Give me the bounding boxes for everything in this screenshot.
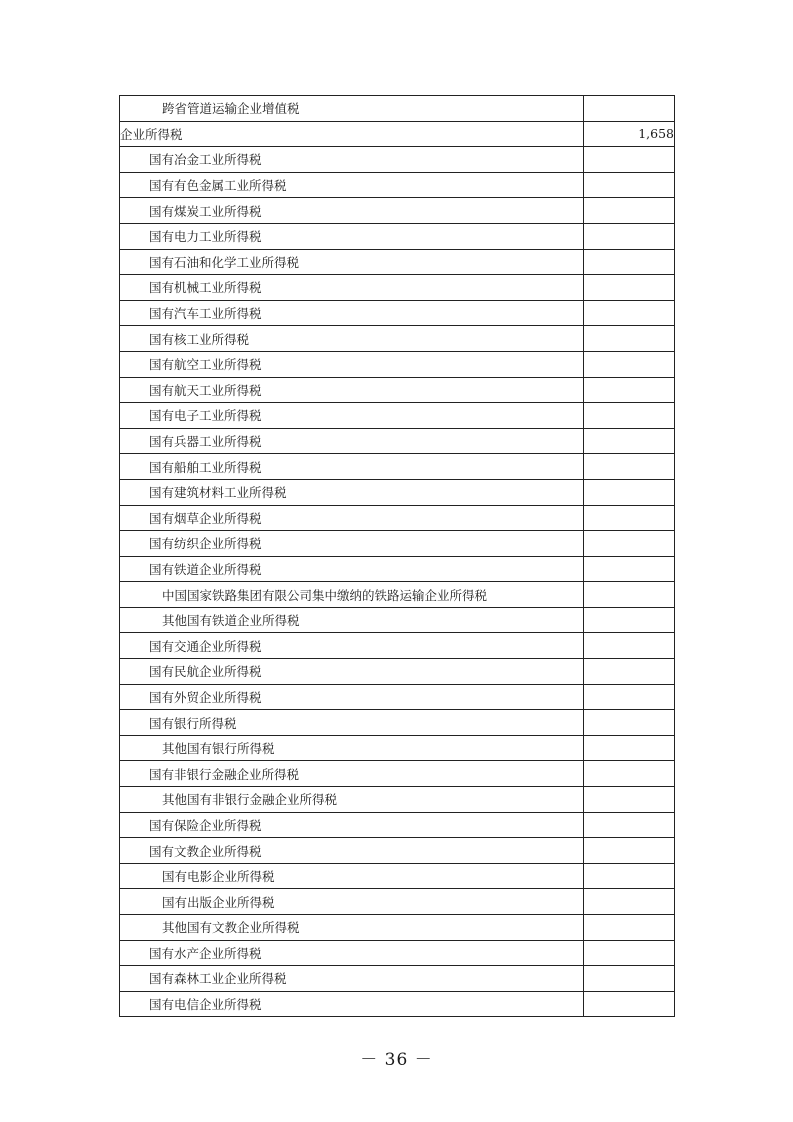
tax-item-name: 国有非银行金融企业所得税 bbox=[120, 761, 584, 787]
table-row bbox=[120, 582, 675, 608]
tax-item-name: 国有机械工业所得税 bbox=[120, 275, 584, 301]
tax-item-value bbox=[584, 96, 675, 122]
table-row bbox=[120, 428, 675, 454]
table-row bbox=[120, 812, 675, 838]
tax-item-value bbox=[584, 198, 675, 224]
tax-item-value bbox=[584, 223, 675, 249]
table-row bbox=[120, 684, 675, 710]
tax-item-name: 其他国有非银行金融企业所得税 bbox=[120, 787, 584, 813]
table-row bbox=[120, 479, 675, 505]
table-row bbox=[120, 198, 675, 224]
tax-item-value bbox=[584, 991, 675, 1017]
tax-item-value bbox=[584, 863, 675, 889]
tax-item-value bbox=[584, 505, 675, 531]
table-row bbox=[120, 377, 675, 403]
tax-item-name: 国有兵器工业所得税 bbox=[120, 428, 584, 454]
tax-item-value bbox=[584, 403, 675, 429]
tax-item-name: 中国国家铁路集团有限公司集中缴纳的铁路运输企业所得税 bbox=[120, 582, 584, 608]
table-row bbox=[120, 403, 675, 429]
tax-item-name: 国有航天工业所得税 bbox=[120, 377, 584, 403]
tax-item-name: 其他国有银行所得税 bbox=[120, 735, 584, 761]
tax-item-value bbox=[584, 710, 675, 736]
tax-item-name: 国有民航企业所得税 bbox=[120, 659, 584, 685]
tax-item-value bbox=[584, 351, 675, 377]
table-body bbox=[120, 96, 675, 1017]
tax-item-value bbox=[584, 326, 675, 352]
tax-item-name: 其他国有铁道企业所得税 bbox=[120, 607, 584, 633]
tax-item-value bbox=[584, 633, 675, 659]
table-row bbox=[120, 223, 675, 249]
table-row bbox=[120, 121, 675, 147]
tax-item-value bbox=[584, 147, 675, 173]
tax-item-value bbox=[584, 889, 675, 915]
tax-item-name: 国有出版企业所得税 bbox=[120, 889, 584, 915]
tax-item-value bbox=[584, 940, 675, 966]
table-row bbox=[120, 915, 675, 941]
tax-item-value bbox=[584, 428, 675, 454]
tax-item-value bbox=[584, 275, 675, 301]
table-row bbox=[120, 172, 675, 198]
tax-item-name: 国有建筑材料工业所得税 bbox=[120, 479, 584, 505]
tax-item-name: 国有烟草企业所得税 bbox=[120, 505, 584, 531]
table-row bbox=[120, 351, 675, 377]
tax-item-value: 1,658 bbox=[584, 121, 675, 147]
table-row bbox=[120, 787, 675, 813]
table-row bbox=[120, 556, 675, 582]
table-row bbox=[120, 966, 675, 992]
tax-item-value bbox=[584, 812, 675, 838]
tax-item-value bbox=[584, 479, 675, 505]
table-row bbox=[120, 275, 675, 301]
tax-item-value bbox=[584, 531, 675, 557]
tax-item-value bbox=[584, 838, 675, 864]
tax-item-name: 国有水产企业所得税 bbox=[120, 940, 584, 966]
table-row bbox=[120, 710, 675, 736]
tax-item-name: 企业所得税 bbox=[120, 121, 584, 147]
tax-item-value bbox=[584, 377, 675, 403]
tax-item-name: 国有汽车工业所得税 bbox=[120, 300, 584, 326]
tax-item-value bbox=[584, 735, 675, 761]
tax-item-name: 国有铁道企业所得税 bbox=[120, 556, 584, 582]
tax-revenue-table bbox=[119, 95, 675, 1017]
table-row bbox=[120, 607, 675, 633]
tax-item-value bbox=[584, 915, 675, 941]
tax-item-value bbox=[584, 300, 675, 326]
tax-item-name: 国有电信企业所得税 bbox=[120, 991, 584, 1017]
table-row bbox=[120, 889, 675, 915]
table-row bbox=[120, 761, 675, 787]
table-row bbox=[120, 96, 675, 122]
table-row bbox=[120, 863, 675, 889]
table-row bbox=[120, 300, 675, 326]
tax-item-name: 国有航空工业所得税 bbox=[120, 351, 584, 377]
tax-item-name: 其他国有文教企业所得税 bbox=[120, 915, 584, 941]
tax-item-name: 国有交通企业所得税 bbox=[120, 633, 584, 659]
table-row bbox=[120, 991, 675, 1017]
tax-item-name: 国有电子工业所得税 bbox=[120, 403, 584, 429]
tax-item-name: 国有煤炭工业所得税 bbox=[120, 198, 584, 224]
table-row bbox=[120, 326, 675, 352]
tax-item-name: 国有森林工业企业所得税 bbox=[120, 966, 584, 992]
tax-item-value bbox=[584, 249, 675, 275]
tax-item-value bbox=[584, 684, 675, 710]
table-row bbox=[120, 454, 675, 480]
tax-item-name: 国有外贸企业所得税 bbox=[120, 684, 584, 710]
table-row bbox=[120, 940, 675, 966]
tax-item-name: 国有石油和化学工业所得税 bbox=[120, 249, 584, 275]
tax-item-value bbox=[584, 454, 675, 480]
page-number: － 36 － bbox=[360, 1050, 433, 1070]
tax-item-name: 国有核工业所得税 bbox=[120, 326, 584, 352]
tax-item-value bbox=[584, 607, 675, 633]
tax-item-value bbox=[584, 172, 675, 198]
tax-item-value bbox=[584, 556, 675, 582]
table-row bbox=[120, 505, 675, 531]
tax-item-value bbox=[584, 761, 675, 787]
table-row bbox=[120, 633, 675, 659]
tax-item-name: 国有冶金工业所得税 bbox=[120, 147, 584, 173]
tax-item-name: 国有文教企业所得税 bbox=[120, 838, 584, 864]
tax-item-value bbox=[584, 787, 675, 813]
tax-item-name: 国有电力工业所得税 bbox=[120, 223, 584, 249]
tax-item-value bbox=[584, 659, 675, 685]
table-row bbox=[120, 147, 675, 173]
tax-item-value bbox=[584, 582, 675, 608]
table-row bbox=[120, 838, 675, 864]
tax-item-name: 国有纺织企业所得税 bbox=[120, 531, 584, 557]
table-row bbox=[120, 531, 675, 557]
table-row bbox=[120, 735, 675, 761]
table-row bbox=[120, 249, 675, 275]
tax-item-name: 跨省管道运输企业增值税 bbox=[120, 96, 584, 122]
tax-item-name: 国有保险企业所得税 bbox=[120, 812, 584, 838]
tax-item-name: 国有船舶工业所得税 bbox=[120, 454, 584, 480]
tax-item-name: 国有银行所得税 bbox=[120, 710, 584, 736]
table-row bbox=[120, 659, 675, 685]
tax-item-name: 国有电影企业所得税 bbox=[120, 863, 584, 889]
tax-item-name: 国有有色金属工业所得税 bbox=[120, 172, 584, 198]
tax-item-value bbox=[584, 966, 675, 992]
